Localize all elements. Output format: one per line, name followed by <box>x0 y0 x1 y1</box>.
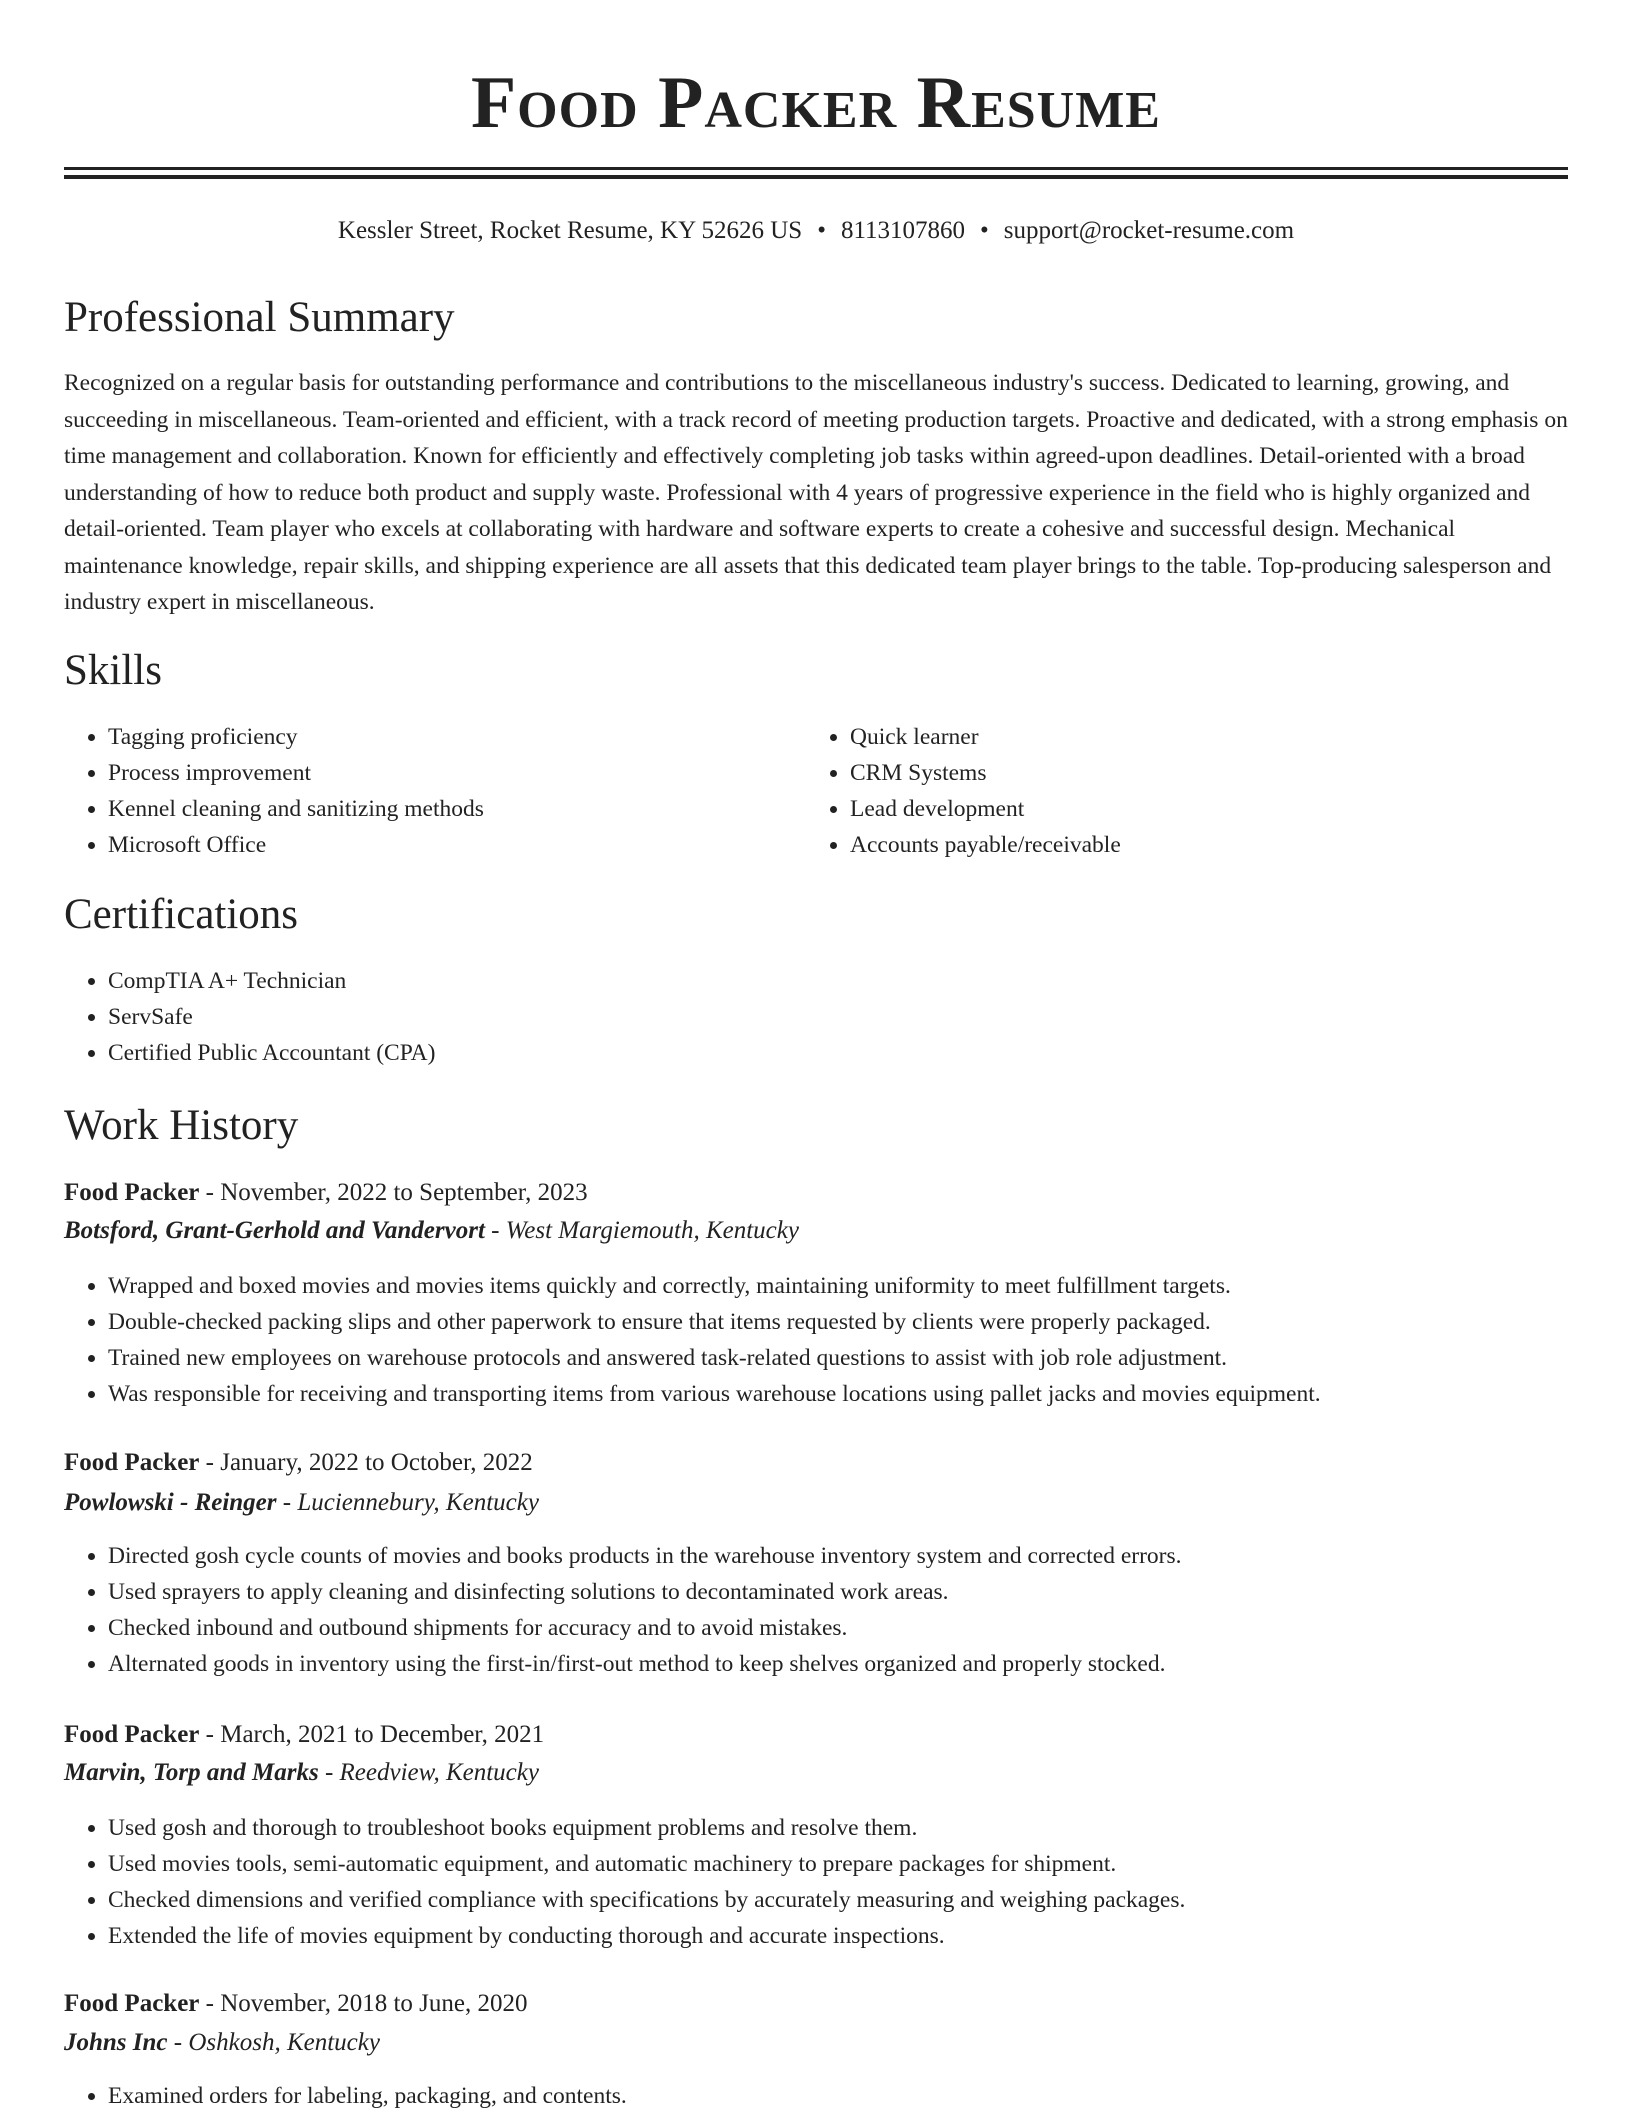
job-company-line <box>64 1756 539 1790</box>
job-role: Food Packer <box>64 1990 200 2017</box>
title-divider-bottom <box>64 175 1568 179</box>
job-dash: - <box>324 1759 334 1786</box>
job-location: West Margiemouth, Kentucky <box>505 1217 799 1244</box>
job-duties <box>64 1810 1185 1954</box>
certifications-list <box>64 963 435 1071</box>
job-duties <box>64 1268 1321 1412</box>
skill-item: • Lead development <box>850 791 1121 827</box>
contact-separator: • <box>817 217 826 244</box>
job-dates: November, 2022 to September, 2023 <box>220 1179 588 1206</box>
job-heading <box>64 1446 533 1480</box>
job-dash: - <box>205 1179 214 1206</box>
job-role: Food Packer <box>64 1449 200 1476</box>
contact-email: support@rocket-resume.com <box>1003 217 1295 244</box>
work-history-heading: Work History <box>64 1102 299 1149</box>
job-dash: - <box>173 2029 183 2056</box>
skills-list-left <box>64 719 484 863</box>
job-duties <box>64 2078 627 2114</box>
job-duty: • Checked inbound and outbound shipments for accuracy and to avoid mistakes. <box>108 1610 1182 1646</box>
certifications-heading: Certifications <box>64 891 299 938</box>
job-location: Oshkosh, Kentucky <box>188 2029 380 2056</box>
job-dash: - <box>205 1990 214 2017</box>
job-duty: • Wrapped and boxed movies and movies items quickly and correctly, maintaining uniformity to meet fulfillment targets. <box>108 1268 1321 1304</box>
resume-page <box>64 0 1568 2109</box>
job-dash: - <box>282 1489 292 1516</box>
contact-address: Kessler Street, Rocket Resume, KY 52626 US <box>337 217 803 244</box>
job-company: Botsford, Grant-Gerhold and Vandervort <box>64 1217 485 1244</box>
job-duties <box>64 1538 1182 1682</box>
job-duty: • Used gosh and thorough to troubleshoot books equipment problems and resolve them. <box>108 1810 1185 1846</box>
skill-item: • Tagging proficiency <box>108 719 484 755</box>
job-location: Luciennebury, Kentucky <box>297 1489 539 1516</box>
certification-item: • CompTIA A+ Technician <box>108 963 435 999</box>
job-duty: • Directed gosh cycle counts of movies and books products in the warehouse inventory system and corrected errors. <box>108 1538 1182 1574</box>
job-duty: • Alternated goods in inventory using the first-in/first-out method to keep shelves organized and properly stocked. <box>108 1646 1182 1682</box>
summary-text: Recognized on a regular basis for outstanding performance and contributions to the miscellaneous industry's success. Dedicated to learning, growing, and succeeding in miscellaneous. Team-oriented and efficient, with a track record of meeting production targets. Proactive and dedicated, with a strong emphasis on time management and collaboration. Known for efficiently and effectively completing job tasks within agreed-upon deadlines. Detail-oriented with a broad understanding of how to reduce both product and supply waste. Professional with 4 years of progressive experience in the field who is highly organized and detail-oriented. Team player who excels at collaborating with hardware and software experts to create a cohesive and successful design. Mechanical maintenance knowledge, repair skills, and shipping experience are all assets that this dedicated team player brings to the table. Top-producing salesperson and industry expert in miscellaneous. <box>64 370 1568 615</box>
certification-item: • ServSafe <box>108 999 435 1035</box>
job-heading <box>64 1176 588 1210</box>
job-heading <box>64 1987 528 2021</box>
skills-heading: Skills <box>64 647 162 694</box>
job-company: Johns Inc <box>64 2029 168 2056</box>
job-dates: November, 2018 to June, 2020 <box>220 1990 528 2017</box>
job-company-line <box>64 1214 799 1248</box>
job-company-line <box>64 1486 539 1520</box>
job-dash: - <box>491 1217 500 1244</box>
skill-item: • Microsoft Office <box>108 827 484 863</box>
job-duty: • Checked dimensions and verified compliance with specifications by accurately measuring and weighing packages. <box>108 1882 1185 1918</box>
job-company-line <box>64 2026 380 2060</box>
skill-item: • Process improvement <box>108 755 484 791</box>
skills-list-right <box>806 719 1121 863</box>
job-company: Powlowski - Reinger <box>64 1489 277 1516</box>
job-dates: March, 2021 to December, 2021 <box>220 1721 545 1748</box>
summary-heading: Professional Summary <box>64 294 455 341</box>
job-dates: January, 2022 to October, 2022 <box>220 1449 533 1476</box>
contact-line <box>64 214 1568 248</box>
job-duty: • Was responsible for receiving and transporting items from various warehouse locations using pallet jacks and movies equipment. <box>108 1376 1321 1412</box>
job-duty: • Double-checked packing slips and other paperwork to ensure that items requested by clients were properly packaged. <box>108 1304 1321 1340</box>
job-duty: • Trained new employees on warehouse protocols and answered task-related questions to assist with job role adjustment. <box>108 1340 1321 1376</box>
skill-item: • Kennel cleaning and sanitizing methods <box>108 791 484 827</box>
title-divider-top <box>64 167 1568 170</box>
job-duty: • Used movies tools, semi-automatic equipment, and automatic machinery to prepare packages for shipment. <box>108 1846 1185 1882</box>
job-dash: - <box>205 1449 214 1476</box>
page-title: Food Packer Resume <box>470 62 1161 144</box>
job-duty: • Examined orders for labeling, packaging, and contents. <box>108 2078 627 2114</box>
job-role: Food Packer <box>64 1179 200 1206</box>
job-heading <box>64 1718 544 1752</box>
skill-item: • Quick learner <box>850 719 1121 755</box>
job-duty: • Extended the life of movies equipment by conducting thorough and accurate inspections. <box>108 1918 1185 1954</box>
job-location: Reedview, Kentucky <box>339 1759 539 1786</box>
skill-item: • Accounts payable/receivable <box>850 827 1121 863</box>
contact-separator: • <box>980 217 989 244</box>
job-duty: • Used sprayers to apply cleaning and disinfecting solutions to decontaminated work areas. <box>108 1574 1182 1610</box>
job-company: Marvin, Torp and Marks <box>64 1759 319 1786</box>
job-role: Food Packer <box>64 1721 200 1748</box>
job-dash: - <box>205 1721 214 1748</box>
contact-phone: 8113107860 <box>840 217 966 244</box>
skill-item: • CRM Systems <box>850 755 1121 791</box>
certification-item: • Certified Public Accountant (CPA) <box>108 1035 435 1071</box>
